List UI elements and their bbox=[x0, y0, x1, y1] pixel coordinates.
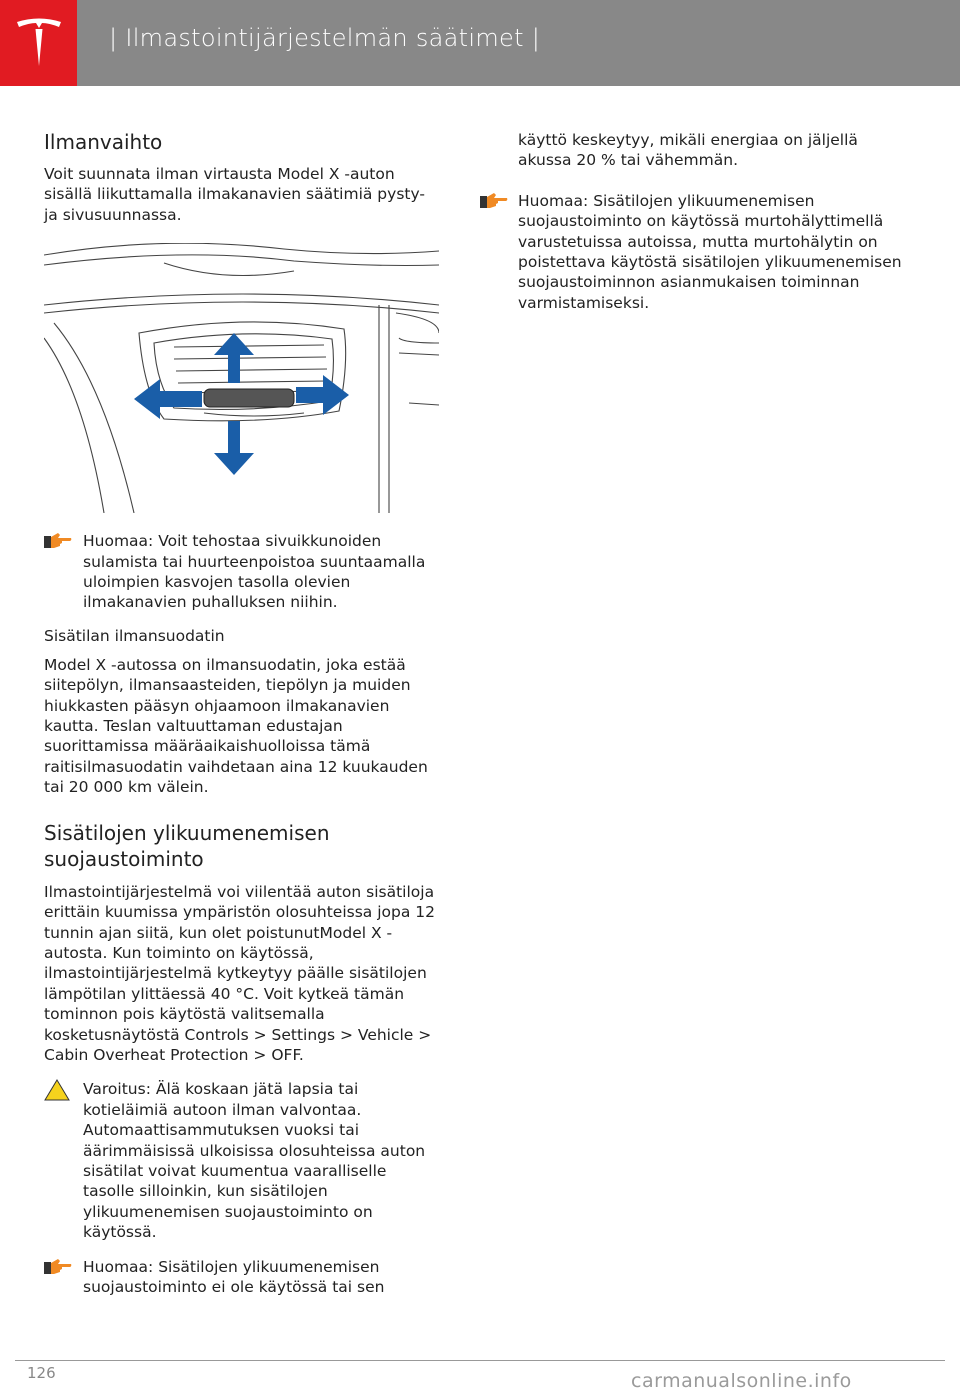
overheat-text: Ilmastointijärjestelmä voi viilentää auton sisätiloja erittäin kuumissa ympäristön olosuhteissa jopa 12 tunnin ajan siitä, kun olet poistunutModel X -autosta. Kun toiminto on käytössä, ilmastointijärjestelmä kytkeytyy päälle sisätilojen lämpötilan ylittäessä 40 °C. Voit kytkeä tämän tominnon pois käytöstä valitsemalla kosketusnäytöstä Controls > Settings > Vehicle > Cabin Overheat Protection > OFF. bbox=[44, 882, 435, 1064]
footer-divider bbox=[15, 1360, 945, 1361]
section-overheat-heading: Sisätilojen ylikuumenemisen suojaustoiminto bbox=[44, 820, 330, 871]
filter-heading: Sisätilan ilmansuodatin bbox=[44, 626, 225, 645]
continued-text: käyttö keskeytyy, mikäli energiaa on jäljellä akussa 20 % tai vähemmän. bbox=[518, 131, 858, 170]
note-overheat-battery: Huomaa: Sisätilojen ylikuumenemisen suojaustoiminto ei ole käytössä tai sen bbox=[44, 1257, 439, 1298]
right-column bbox=[518, 130, 913, 313]
filter-text: Model X -autossa on ilmansuodatin, joka estää siitepölyn, ilmansaasteiden, tiepölyn ja muiden hiukkasten pääsyn ohjaamoon ilmakanavien kautta. Teslan valtuuttaman edustajan suorittamissa määräaikaishuolloissa tämä raitisilmasuodatin vaihdetaan aina 12 kuukauden tai 20 000 km välein. bbox=[44, 655, 428, 797]
page-number: 126 bbox=[27, 1364, 56, 1382]
ventilation-text: Voit suunnata ilman virtausta Model X -auton sisällä liikuttamalla ilmakanavien säätimiä pysty- ja sivusuunnassa. bbox=[44, 165, 425, 224]
section-ventilation-heading: Ilmanvaihto bbox=[44, 130, 163, 154]
pointing-hand-icon bbox=[44, 1257, 72, 1275]
pointing-hand-icon bbox=[480, 191, 508, 209]
note-side-window: Huomaa: Voit tehostaa sivuikkunoiden sulamista tai huurteenpoistoa suuntaamalla uloimpien kasvojen tasolla olevien ilmakanavien puhalluksen niihin. bbox=[44, 531, 439, 613]
left-column bbox=[44, 130, 439, 1297]
vent-diagram bbox=[44, 243, 439, 513]
tesla-logo-icon bbox=[0, 0, 77, 86]
pointing-hand-icon bbox=[44, 531, 72, 549]
page-header bbox=[0, 0, 960, 86]
air-vent-illustration bbox=[44, 243, 439, 513]
note-alarm: Huomaa: Sisätilojen ylikuumenemisen suojaustoiminto on käytössä murtohälyttimellä varustetuissa autoissa, mutta murtohälytin on poistettava käytöstä sisätilojen ylikuumenemisen suojaustoiminnon asianmukaisen toiminnan varmistamiseksi. bbox=[518, 191, 913, 313]
page-title: | Ilmastointijärjestelmän säätimet | bbox=[109, 24, 541, 52]
warning-children-pets: Varoitus: Älä koskaan jätä lapsia tai kotieläimiä autoon ilman valvontaa. Automaattisammutuksen vuoksi tai äärimmäisissä ulkoisissa olosuhteissa auton sisätilat voivat kuumentua vaaralliselle tasolle silloinkin, kun sisätilojen ylikuumenemisen suojaustoiminto on käytössä. bbox=[44, 1079, 439, 1242]
warning-triangle-icon bbox=[44, 1079, 70, 1101]
watermark: carmanualsonline.info bbox=[631, 1370, 852, 1392]
